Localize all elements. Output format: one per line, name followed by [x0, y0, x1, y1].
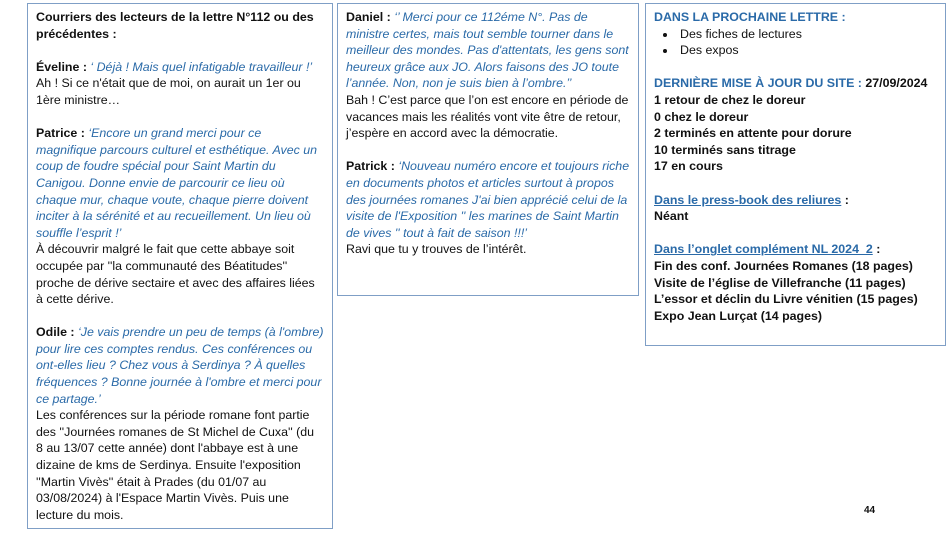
site-update-heading [654, 75, 937, 92]
onglet-heading [654, 241, 937, 258]
reader-quote: ‘Je vais prendre un peu de temps (à l'ombre) pour lire ces comptes rendus. Ces conférences ou ont-elles lieu ? Chez vous à Serdinya ? À quelles fréquences ? Bonne journée à l'ombre et merci pour ce partage.’ [36, 325, 324, 406]
reader-quote: ‘Encore un grand merci pour ce magnifique parcours culturel et esthétique. Avec un coup de foudre spécial pour Saint Martin du Canigou. Donne envie de parcourir ce lieu où chaque mur, chaque voute, chaque pierre doivent inciter à la sérénité et au recueillement. Un lieu où souffle l’esprit !’ [36, 126, 318, 240]
author-name: Patrice : [36, 126, 85, 141]
update-line: 1 retour de chez le doreur [654, 92, 806, 107]
onglet-item: Fin des conf. Journées Romanes (18 pages) [654, 258, 913, 273]
site-update-date: 27/09/2024 [861, 76, 928, 91]
onglet-colon: : [872, 242, 881, 257]
pressbook-heading [654, 192, 937, 209]
list-item: • Des expos [677, 42, 937, 59]
letter-odile [36, 324, 324, 407]
update-line: 0 chez le doreur [654, 109, 749, 124]
update-line: 10 terminés sans titrage [654, 142, 796, 157]
onglet-link[interactable]: Dans l’onglet complément NL 2024_2 [654, 242, 873, 257]
news-column [645, 3, 946, 346]
letter-daniel [346, 9, 630, 92]
reader-quote: ‘ Déjà ! Mais quel infatigable travailleur !’ [86, 59, 313, 74]
reader-letters-column [27, 3, 333, 529]
reply-text: Ah ! Si ce n'était que de moi, on aurait un 1er ou 1ère ministre… [36, 76, 301, 107]
author-name: Daniel : [346, 10, 391, 24]
author-name: Odile : [36, 325, 75, 340]
site-update-label: DERNIÈRE MISE À JOUR DU SITE : [654, 76, 862, 91]
letters-title: Courriers des lecteurs de la lettre N°112 ou des précédentes : [36, 10, 314, 41]
reply-text: Bah ! C’est parce que l’on est encore en période de vacances mais les réalités vont vite être de retour, j’espère en accord avec la démocratie. [346, 92, 629, 141]
pressbook-link[interactable]: Dans le press-book des reliures [654, 192, 842, 207]
reply-text: À découvrir malgré le fait que cette abbaye soit occupée par ''la communauté des Béatitudes'' proche de dérive sectaire et avec des affaires liées à cette dérive. [36, 242, 315, 307]
author-name: Patrick : [346, 159, 395, 174]
list-item: • Des fiches de lectures [677, 26, 937, 43]
letter-patrice [36, 125, 324, 241]
onglet-item: Visite de l’église de Villefranche (11 pages) [654, 275, 906, 290]
letter-eveline [36, 59, 324, 76]
page-number: 44 [864, 505, 876, 516]
update-line: 2 terminés en attente pour dorure [654, 126, 852, 141]
onglet-item: L’essor et déclin du Livre vénitien (15 pages) [654, 292, 918, 307]
pressbook-value: Néant [654, 209, 689, 224]
pressbook-colon: : [841, 192, 849, 207]
letter-patrick [346, 158, 630, 241]
reply-text: Les conférences sur la période romane font partie des ''Journées romanes de St Michel de Cuxa'' (du 8 au 13/07 cette année) dont l'abbaye est à une dizaine de kms de Serdinya. Ensuite l'exposition ''Martin Vivès'' était à Prades (du 01/07 au 03/08/2024) à l'Espace Martin Vivès. Puis une lecture du mois. [36, 408, 315, 522]
next-letter-list [654, 26, 937, 59]
author-name: Éveline : [36, 59, 87, 74]
reader-letters-column-2 [337, 3, 639, 296]
update-line: 17 en cours [654, 159, 723, 174]
reader-quote: ‘’ Merci pour ce 112éme N°. Pas de ministre certes, mais tout semble tourner dans le meilleur des mondes. Pas d'attentats, les gens sont heureux grâce aux JO. Alors faisons des JO toute l’année. Non, non je suis bien à l’ombre.’’ [346, 10, 629, 91]
reply-text: Ravi que tu y trouves de l’intérêt. [346, 242, 527, 257]
onglet-item: Expo Jean Lurçat (14 pages) [654, 308, 823, 323]
next-letter-title: DANS LA PROCHAINE LETTRE : [654, 10, 846, 24]
reader-quote: ‘Nouveau numéro encore et toujours riche en documents photos et articles surtout à propos des journées romanes J'ai bien apprécié celui de la visite de l'Exposition '' les marines de Saint Martin de vives '' tout à fait de saison !!!’ [346, 159, 630, 240]
